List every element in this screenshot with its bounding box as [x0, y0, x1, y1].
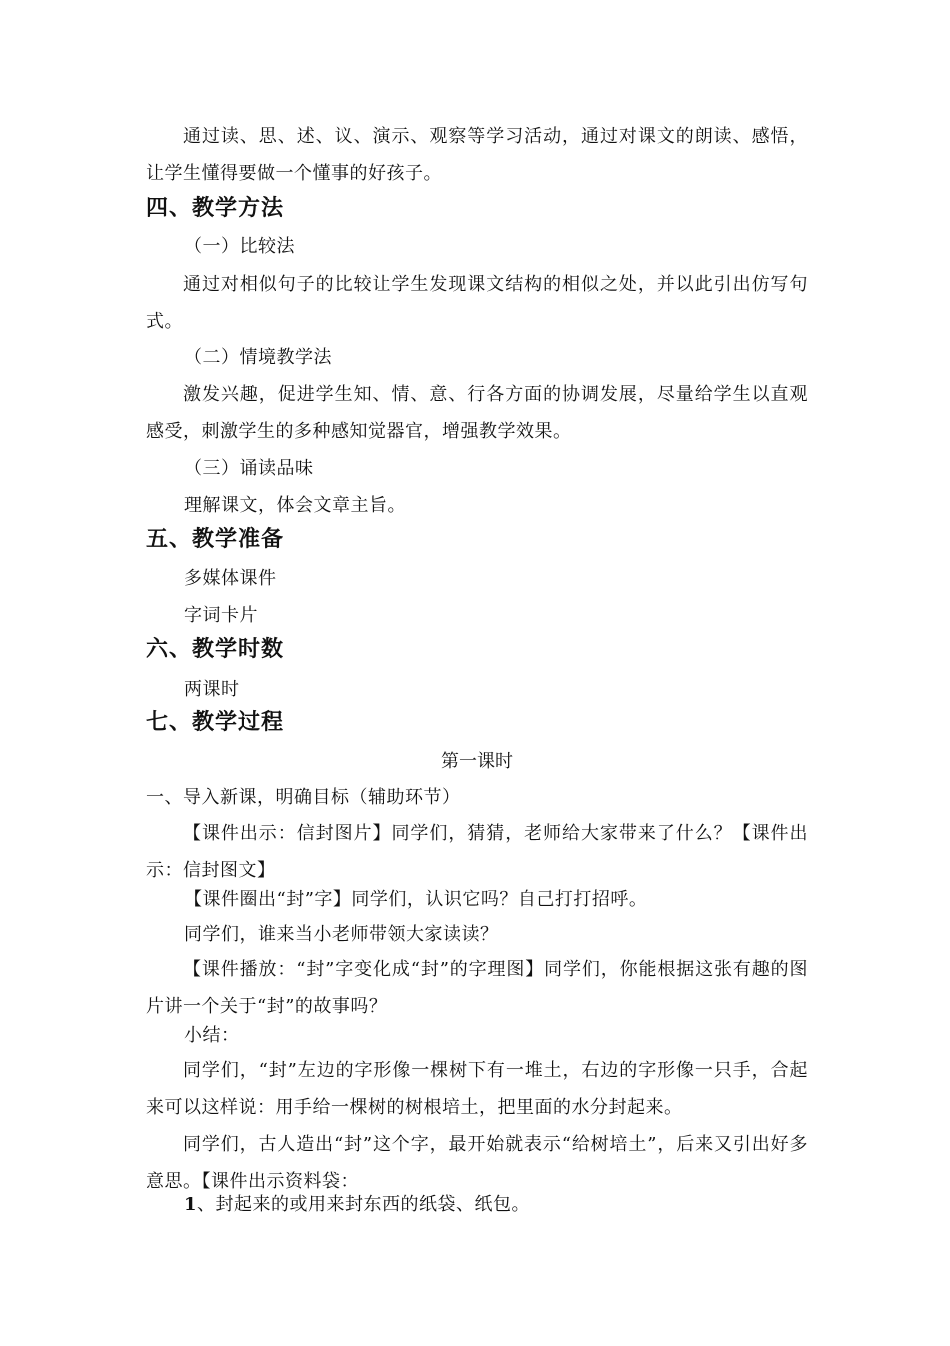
preparation-item-word-cards: 字词卡片: [184, 605, 258, 626]
heading-teaching-preparation: 五、教学准备: [146, 526, 285, 552]
resource-item-1-text: 、封起来的或用来封东西的纸袋、纸包。: [197, 1194, 531, 1215]
method-3-text: 理解课文，体会文章主旨。: [184, 495, 406, 516]
step-1-heading: 一、导入新课，明确目标（辅助环节）: [146, 787, 461, 808]
step-1-paragraph-envelope: 【课件出示：信封图片】同学们，猜猜，老师给大家带来了什么？【课件出示：信封图文】: [146, 823, 808, 881]
summary-paragraph-ancient-meaning: 同学们，古人造出“封”这个字，最开始就表示“给树培土”，后来又引出好多意思。【课件出示资料袋：: [146, 1134, 808, 1192]
summary-label: 小结：: [184, 1025, 240, 1046]
heading-teaching-hours: 六、教学时数: [146, 636, 285, 662]
method-1-text: 通过对相似句子的比较让学生发现课文结构的相似之处，并以此引出仿写句式。: [146, 274, 808, 332]
summary-paragraph-character-shape: 同学们，“封”左边的字形像一棵树下有一堆土，右边的字形像一只手，合起来可以这样说：用手给一棵树的树根培土，把里面的水分封起来。: [146, 1060, 808, 1118]
heading-teaching-methods: 四、教学方法: [146, 195, 285, 221]
step-1-paragraph-little-teacher: 同学们，谁来当小老师带领大家读读？: [184, 924, 499, 945]
resource-item-1-number: 1: [184, 1194, 198, 1215]
paragraph-learning-activities: 通过读、思、述、议、演示、观察等学习活动，通过对课文的朗读、感悟，让学生懂得要做一个懂事的好孩子。: [146, 126, 808, 184]
lesson-title: 第一课时: [441, 751, 513, 772]
method-2-text: 激发兴趣，促进学生知、情、意、行各方面的协调发展，尽量给学生以直观感受，刺激学生的多种感知觉器官，增强教学效果。: [146, 384, 808, 442]
method-1-title: （一）比较法: [184, 236, 295, 257]
resource-item-1: [184, 1190, 530, 1220]
method-3-title: （三）诵读品味: [184, 458, 314, 479]
step-1-paragraph-circle-character: 【课件圈出“封”字】同学们，认识它吗？自己打打招呼。: [184, 889, 648, 910]
preparation-item-multimedia: 多媒体课件: [184, 568, 277, 589]
method-2-title: （二）情境教学法: [184, 347, 332, 368]
heading-teaching-process: 七、教学过程: [146, 709, 285, 735]
teaching-hours-value: 两课时: [184, 679, 240, 700]
step-1-paragraph-character-evolution: 【课件播放：“封”字变化成“封”的字理图】同学们，你能根据这张有趣的图片讲一个关于“封”的故事吗？: [146, 959, 808, 1017]
